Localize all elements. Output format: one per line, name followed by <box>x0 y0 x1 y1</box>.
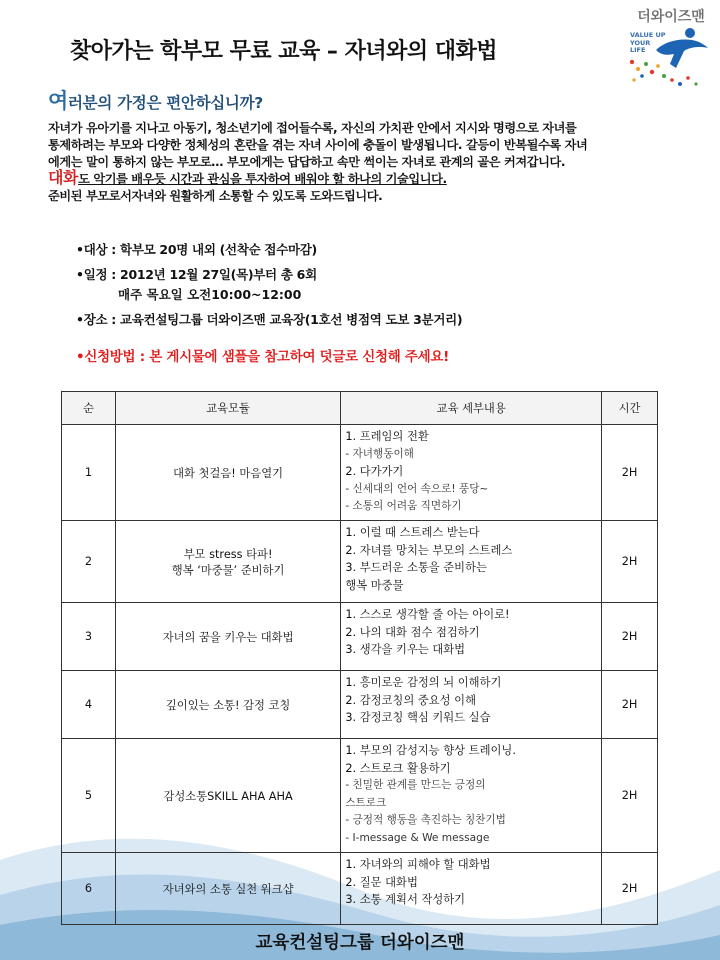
intro-line: 자녀가 유아기를 지나고 아동기, 청소년기에 접어들수록, 자신의 가치관 안에서 지시와 명령으로 자녀를 <box>48 121 577 135</box>
detail-line: - 신세대의 언어 속으로! 풍당~ <box>345 482 489 495</box>
detail-line: 3. 소통 계획서 작성하기 <box>345 893 466 907</box>
row-details <box>341 425 602 521</box>
detail-line: 3. 감정코칭 핵심 키워드 실습 <box>345 711 491 725</box>
row-details <box>341 739 602 853</box>
detail-line: 1. 흥미로운 감정의 뇌 이해하기 <box>345 676 502 689</box>
header-time: 시간 <box>602 392 658 425</box>
row-details <box>341 671 602 739</box>
info-place: •장소 : 교육컨설팅그룹 더와이즈맨 교육장(1호선 병점역 도보 3분거리) <box>76 312 463 327</box>
detail-line: 스트로크 <box>345 796 387 809</box>
logo-tagline: VALUE UP YOUR LIFE <box>630 31 666 54</box>
page-title: 찾아가는 학부모 무료 교육 – 자녀와의 대화법 <box>70 39 497 64</box>
row-module <box>115 671 340 739</box>
row-number: 2 <box>62 521 116 603</box>
detail-line: 1. 자녀와의 피해야 할 대화법 <box>345 858 491 871</box>
header-no: 순 <box>62 392 116 425</box>
row-number: 1 <box>62 425 116 521</box>
footer-company: 교육컨설팅그룹 더와이즈맨 <box>255 933 465 953</box>
detail-line: - 긍정적 행동을 촉진하는 칭찬기법 <box>345 814 506 827</box>
module-line: 자녀와의 소통 실천 워크샵 <box>162 882 294 896</box>
row-time: 2H <box>602 521 658 603</box>
detail-line: 2. 자녀를 망치는 부모의 스트레스 <box>345 543 513 557</box>
detail-line: - 소통의 어려움 직면하기 <box>345 500 462 513</box>
row-number: 6 <box>62 853 116 925</box>
detail-line: 행복 마중물 <box>345 578 404 592</box>
module-line: 자녀의 꿈을 키우는 대화법 <box>162 630 294 644</box>
detail-line: 1. 스스로 생각할 줄 아는 아이로! <box>345 608 510 621</box>
detail-line: 2. 나의 대화 점수 점검하기 <box>345 625 480 639</box>
info-schedule: •일정 : 2012년 12월 27일(목)부터 총 6회 <box>76 267 317 282</box>
detail-line: 1. 프레임의 전환 <box>345 430 429 443</box>
row-module <box>115 603 340 671</box>
header-details: 교육 세부내용 <box>341 392 602 425</box>
intro-paragraph <box>48 120 688 205</box>
intro-emphasis: 대화 <box>48 168 79 188</box>
module-line: 깊이있는 소통! 감정 코칭 <box>165 698 291 712</box>
company-logo <box>626 6 716 92</box>
row-time: 2H <box>602 739 658 853</box>
table-row <box>62 739 658 853</box>
detail-line: - 자녀행동이해 <box>345 447 414 460</box>
row-module <box>115 739 340 853</box>
row-time: 2H <box>602 853 658 925</box>
intro-line: 준비된 부모로서자녀와 원활하게 소통할 수 있도록 도와드립니다. <box>48 189 383 204</box>
detail-line: - 친밀한 관계를 만드는 긍정의 <box>345 779 486 792</box>
detail-line: 1. 이럴 때 스트레스 받는다 <box>345 526 480 539</box>
row-number: 5 <box>62 739 116 853</box>
headline <box>48 85 263 115</box>
table-row <box>62 671 658 739</box>
row-number: 3 <box>62 603 116 671</box>
row-details <box>341 853 602 925</box>
detail-line: 3. 부드러운 소통을 준비하는 <box>345 561 487 575</box>
detail-line: 2. 다가가기 <box>345 465 404 479</box>
detail-line: 2. 스트로크 활용하기 <box>345 761 451 775</box>
row-module <box>115 425 340 521</box>
module-line: 대화 첫걸음! 마음열기 <box>173 466 284 480</box>
headline-first-char: 여 <box>48 89 68 113</box>
row-number: 4 <box>62 671 116 739</box>
headline-rest: 러분의 가정은 편안하십니까? <box>68 94 263 112</box>
row-time: 2H <box>602 425 658 521</box>
row-module <box>115 853 340 925</box>
detail-line: - I-message & We message <box>345 831 490 844</box>
intro-line: 통제하려는 부모와 다양한 정체성의 혼란을 겪는 자녀 사이에 충돌이 발생됩니다. 갈등이 반복될수록 자녀 <box>48 137 588 152</box>
detail-line: 2. 감정코칭의 중요성 이해 <box>345 693 477 707</box>
module-line: 감성소통SKILL AHA AHA <box>163 789 293 803</box>
row-time: 2H <box>602 671 658 739</box>
info-schedule-time: 매주 목요일 오전10:00~12:00 <box>118 287 302 302</box>
table-body <box>62 425 658 925</box>
table-row <box>62 603 658 671</box>
table-row <box>62 521 658 603</box>
row-details <box>341 521 602 603</box>
row-time: 2H <box>602 603 658 671</box>
table-header-row <box>62 392 658 425</box>
intro-underlined: 도 악기를 배우듯 시간과 관심을 투자하여 배워야 할 하나의 기술입니다. <box>78 172 447 187</box>
info-target: •대상 : 학부모 20명 내외 (선착순 접수마감) <box>76 242 317 257</box>
row-module <box>115 521 340 603</box>
module-line: 행복 ‘마중물’ 준비하기 <box>171 563 285 577</box>
curriculum-table <box>61 391 658 925</box>
detail-line: 3. 생각을 키우는 대화법 <box>345 643 466 657</box>
module-line: 부모 stress 타파! <box>183 547 273 561</box>
header-module: 교육모듈 <box>115 392 340 425</box>
intro-line <box>48 170 688 188</box>
detail-line: 1. 부모의 감성지능 향상 트레이닝. <box>345 744 516 757</box>
info-apply: •신청방법 : 본 게시물에 샘플을 참고하여 덧글로 신청해 주세요! <box>76 349 450 365</box>
table-row <box>62 425 658 521</box>
table-row <box>62 853 658 925</box>
detail-line: 2. 질문 대화법 <box>345 875 418 889</box>
logo-name: 더와이즈맨 <box>637 9 705 25</box>
row-details <box>341 603 602 671</box>
intro-line: 에게는 말이 통하지 않는 부모로… 부모에게는 답답하고 속만 썩이는 자녀로 관계의 골은 커져갑니다. <box>48 154 566 169</box>
